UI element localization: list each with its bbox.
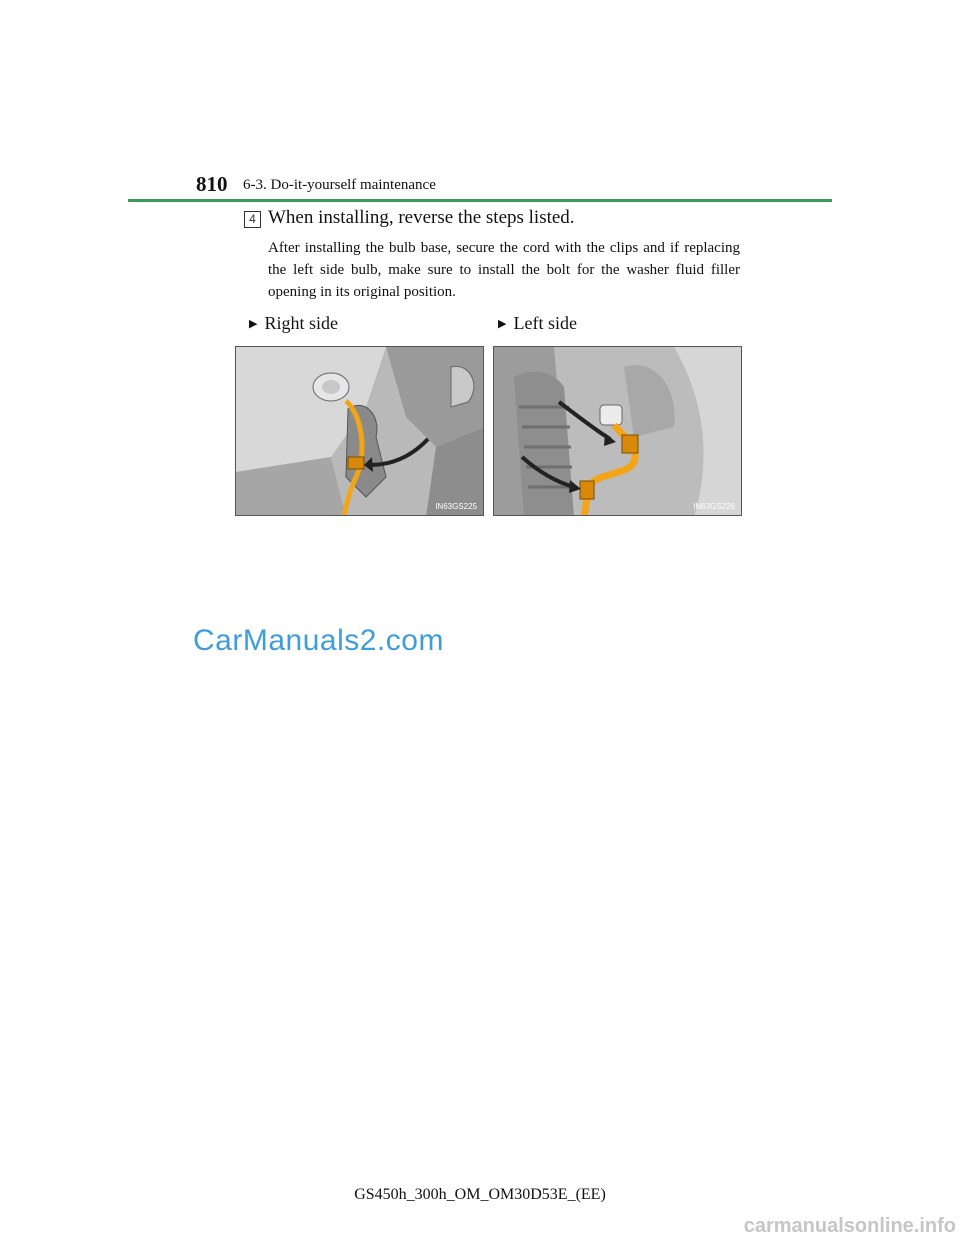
footer-document-code: GS450h_300h_OM_OM30D53E_(EE) bbox=[354, 1186, 606, 1203]
watermark-logo: CarManuals2.com bbox=[193, 624, 444, 657]
triangle-bullet-icon: ▶ bbox=[498, 318, 507, 330]
footer-site-watermark: carmanualsonline.info bbox=[743, 1215, 956, 1237]
left-side-illustration bbox=[494, 347, 742, 516]
triangle-bullet-icon: ▶ bbox=[249, 318, 258, 330]
figure-label-text: Right side bbox=[264, 313, 338, 333]
figure-label-text: Left side bbox=[513, 313, 577, 333]
step-body: After installing the bulb base, secure the cord with the clips and if replacing the left side bulb, make sure to install the bolt for the washer fluid filler opening in its original position. bbox=[268, 240, 740, 300]
figure-code: IN63GS225 bbox=[435, 502, 477, 511]
figure-right-side bbox=[235, 346, 484, 516]
header-rule bbox=[128, 199, 832, 202]
figure-label-left-side bbox=[498, 313, 577, 334]
figure-label-right-side bbox=[249, 313, 338, 334]
step-number-badge: 4 bbox=[244, 211, 261, 228]
figure-code: IN63GS226 bbox=[693, 502, 735, 511]
step-title: When installing, reverse the steps listed. bbox=[268, 207, 575, 228]
figure-left-side bbox=[493, 346, 742, 516]
right-side-illustration bbox=[236, 347, 484, 516]
section-title: 6-3. Do-it-yourself maintenance bbox=[243, 177, 436, 193]
page-number: 810 bbox=[196, 172, 228, 196]
